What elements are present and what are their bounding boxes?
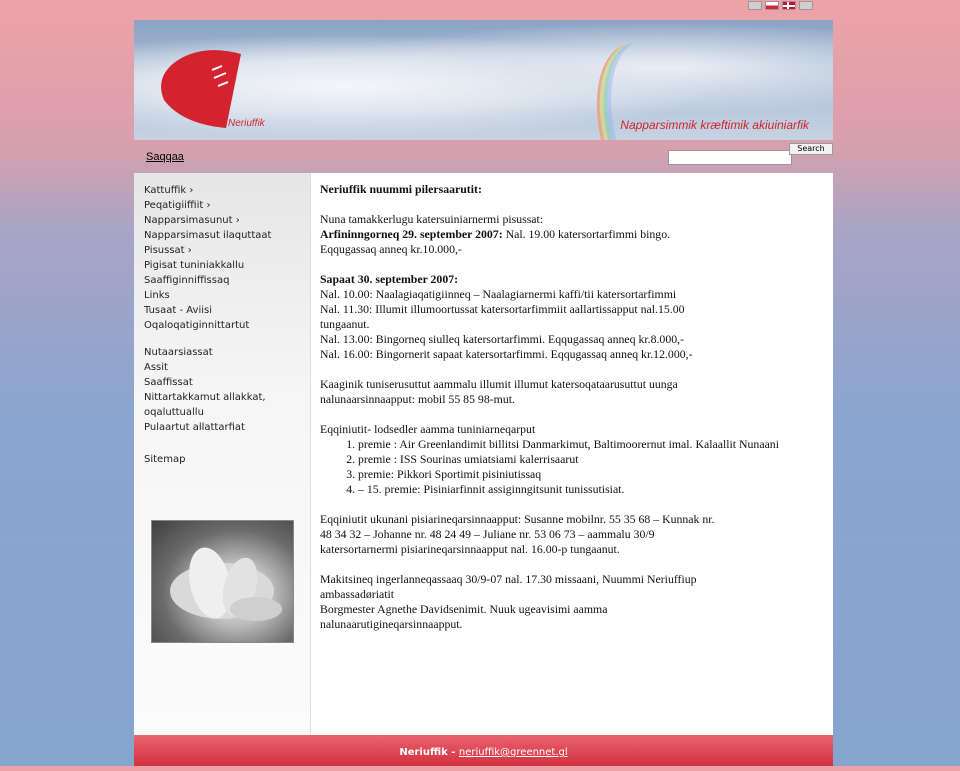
buy-note: katersortarnermi pisiarineqarsinnaapput nal. 16.00-p tungaanut. <box>320 542 620 556</box>
friday-line <box>320 227 826 242</box>
closing-text: Borgmester Agnethe Davidsenimit. Nuuk ugeavisimi aamma <box>320 602 608 616</box>
flag-uk-icon[interactable] <box>799 1 813 10</box>
sell-note: nalunaarsinnaapput: mobil 55 85 98-mut. <box>320 392 515 406</box>
prize-item: 1. premie : Air Greenlandimit billitsi Danmarkimut, Baltimoorernut imal. Kalaallit Nunaani <box>358 437 826 452</box>
sidebar-item-peqatigiiffiit[interactable]: Peqatigiiffiit › <box>144 200 211 211</box>
sidebar-item-nittartakkamut[interactable]: Nittartakkamut allakkat, <box>144 392 266 403</box>
search-button[interactable]: Search <box>789 143 833 155</box>
nav-spacer <box>144 333 271 345</box>
slogan: Napparsimmik kræftimik akiuiniarfik <box>620 118 809 132</box>
sell-note: Kaaginik tuniserusuttut aammalu illumit illumut katersoqataarusuttut uunga <box>320 377 678 391</box>
prize-item: 3. premie: Pikkori Sportimit pisiniutissaq <box>358 467 826 482</box>
sidebar-nav <box>144 183 271 467</box>
buy-note: 48 34 32 – Johanne nr. 48 24 49 – Juliane nr. 53 06 73 – aammalu 30/9 <box>320 527 655 541</box>
neriuffik-logo[interactable] <box>156 42 306 132</box>
footer <box>134 735 833 766</box>
flag-other-icon[interactable] <box>748 1 762 10</box>
sidebar-item-kattuffik[interactable]: Kattuffik › <box>144 185 194 196</box>
sidebar-item-nutaarsiassat[interactable]: Nutaarsiassat <box>144 347 213 358</box>
main-content <box>311 173 833 735</box>
sat-item: Nal. 11.30: Illumit illumoortussat katersortarfimmiit aallartissapput nal.15.00 <box>320 302 685 316</box>
sidebar-item-oqaloqatiginnittartut[interactable]: Oqaloqatiginnittartut <box>144 320 250 331</box>
sidebar-photo <box>151 520 294 643</box>
sidebar-item-ilaquttaat[interactable]: Napparsimasut ilaquttaat <box>144 230 272 241</box>
sidebar-item-pigisat[interactable]: Pigisat tuniniakkallu <box>144 260 245 271</box>
sidebar-item-pisussat[interactable]: Pisussat › <box>144 245 192 256</box>
prize-item: 2. premie : ISS Sourinas umiatsiami kalerrisaarut <box>358 452 826 467</box>
home-link[interactable]: Saqqaa <box>146 151 184 163</box>
sat-item: Nal. 13.00: Bingorneq siulleq katersortarfimmi. Eqqugassaq anneq kr.8.000,- <box>320 332 684 346</box>
prize-list <box>320 437 826 497</box>
header-banner <box>134 20 833 140</box>
sidebar-item-saaffiginniffissaq[interactable]: Saaffiginniffissaq <box>144 275 230 286</box>
logo-text: Neriuffik <box>228 118 265 129</box>
sidebar-item-tusaat[interactable]: Tusaat - Aviisi <box>144 305 212 316</box>
sidebar-item-assit[interactable]: Assit <box>144 362 168 373</box>
closing-text: ambassadøriatit <box>320 587 395 601</box>
sidebar-item-pulaartut[interactable]: Pulaartut allattarfiat <box>144 422 245 433</box>
sat-item: tungaanut. <box>320 317 370 331</box>
hands-photo-icon <box>152 521 293 642</box>
sat-item: Nal. 16.00: Bingornerit sapaat katersortarfimmi. Eqqugassaq anneq kr.12.000,- <box>320 347 693 361</box>
closing-text: Makitsineq ingerlanneqassaaq 30/9-07 nal. 17.30 missaani, Nuummi Neriuffiup <box>320 572 697 586</box>
prize-item: 4. – 15. premie: Pisiniarfinnit assiginngitsunit tunissutisiat. <box>358 482 826 497</box>
sat-item: Nal. 10.00: Naalagiaqatigiinneq – Naalagiarnermi kaffi/tii katersortarfimmi <box>320 287 677 301</box>
topbar <box>134 141 833 173</box>
nav-spacer <box>144 435 271 452</box>
flag-denmark-icon[interactable] <box>782 1 796 10</box>
lottery-title: Eqqiniutit- lodsedler aamma tuniniarneqarput <box>320 422 536 436</box>
sidebar-item-oqaluttuallu[interactable]: oqaluttuallu <box>144 407 204 418</box>
friday-prize: Eqqugassaq anneq kr.10.000,- <box>320 242 462 256</box>
flag-greenland-icon[interactable] <box>765 1 779 10</box>
friday-label: Arfininngorneq 29. september 2007: <box>320 227 503 241</box>
footer-email-link[interactable]: neriuffik@greennet.gl <box>458 747 568 758</box>
closing-text: nalunaarutigineqarsinnaapput. <box>320 617 463 631</box>
page-title: Neriuffik nuummi pilersaarutit: <box>320 182 482 196</box>
search-input[interactable] <box>668 150 792 165</box>
sidebar <box>134 173 311 735</box>
saturday-label: Sapaat 30. september 2007: <box>320 272 459 286</box>
intro-text: Nuna tamakkerlugu katersuiniarnermi pisussat: <box>320 212 544 226</box>
sidebar-item-saaffissat[interactable]: Saaffissat <box>144 377 193 388</box>
sidebar-item-napparsimasunut[interactable]: Napparsimasunut › <box>144 215 240 226</box>
buy-note: Eqqiniutit ukunani pisiarineqarsinnaapput: Susanne mobilnr. 55 35 68 – Kunnak nr. <box>320 512 715 526</box>
language-flags <box>748 1 813 10</box>
footer-label: Neriuffik - <box>399 747 459 758</box>
sidebar-item-sitemap[interactable]: Sitemap <box>144 454 186 465</box>
sidebar-item-links[interactable]: Links <box>144 290 170 301</box>
friday-text: Nal. 19.00 katersortarfimmi bingo. <box>502 227 671 241</box>
